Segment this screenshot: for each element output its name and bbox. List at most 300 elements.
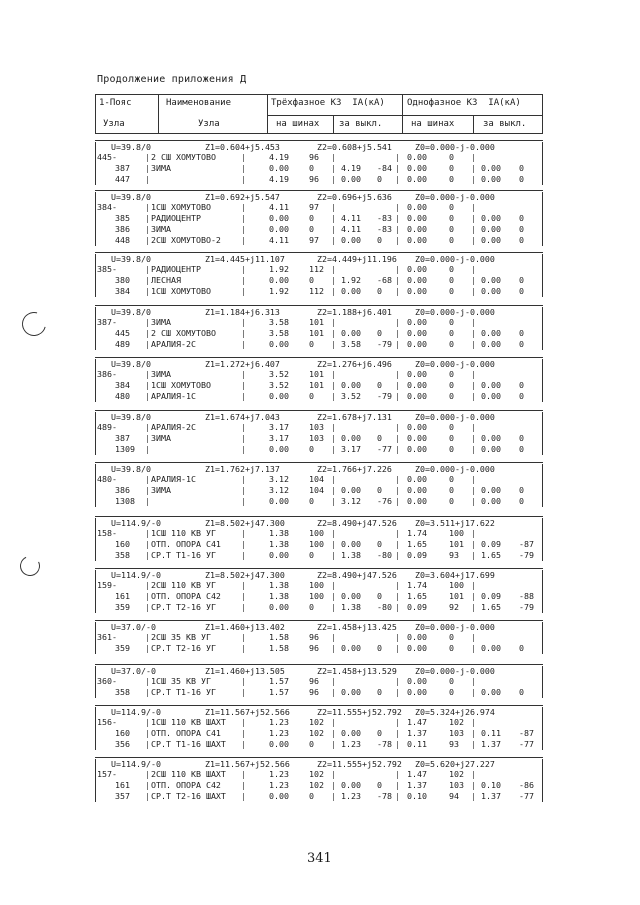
single-phase-current-buses: 0.00 xyxy=(407,444,427,454)
column-separator: | xyxy=(471,174,476,184)
column-separator: | xyxy=(241,474,246,484)
three-phase-angle-switch: 0 xyxy=(377,174,382,184)
three-phase-current-buses: 1.23 xyxy=(269,769,289,779)
table-row xyxy=(95,152,543,162)
three-phase-current-buses: 4.19 xyxy=(269,174,289,184)
block-parameters xyxy=(95,412,543,422)
three-phase-current-switch: 0.00 xyxy=(341,328,361,338)
single-phase-angle-switch: -79 xyxy=(519,550,534,560)
single-phase-angle-buses: 0 xyxy=(449,163,454,173)
table-row xyxy=(95,676,543,686)
single-phase-angle-switch: 0 xyxy=(519,687,524,697)
node-name: 2 СШ ХОМУТОВО xyxy=(151,328,216,338)
column-separator: | xyxy=(471,485,476,495)
column-separator: | xyxy=(471,235,476,245)
single-phase-current-buses: 0.00 xyxy=(407,474,427,484)
single-phase-angle-switch: -79 xyxy=(519,602,534,612)
single-phase-angle-buses: 100 xyxy=(449,580,464,590)
column-separator: | xyxy=(471,444,476,454)
block-top-rule xyxy=(95,140,543,141)
column-separator: | xyxy=(331,739,336,749)
node-number: 380 xyxy=(115,275,130,285)
z2-impedance: Z2=1.458+j13.425 xyxy=(317,622,397,632)
header-border-left xyxy=(95,94,96,134)
column-separator: | xyxy=(331,317,336,327)
three-phase-current-buses: 0.00 xyxy=(269,602,289,612)
three-phase-current-switch: 1.23 xyxy=(341,791,361,801)
three-phase-angle-buses: 0 xyxy=(309,444,314,454)
three-phase-current-switch: 0.00 xyxy=(341,174,361,184)
column-separator: | xyxy=(395,286,400,296)
node-number: 358 xyxy=(115,550,130,560)
header-divider-three-phase xyxy=(402,94,403,134)
column-separator: | xyxy=(331,602,336,612)
column-separator: | xyxy=(395,780,400,790)
single-phase-angle-switch: -77 xyxy=(519,791,534,801)
z2-impedance: Z2=1.188+j6.401 xyxy=(317,307,392,317)
z0-impedance: Z0=3.604+j17.699 xyxy=(415,570,495,580)
column-separator: | xyxy=(395,539,400,549)
single-phase-current-switch: 0.09 xyxy=(481,539,501,549)
node-number: 359 xyxy=(115,643,130,653)
single-phase-current-switch: 0.00 xyxy=(481,485,501,495)
column-separator: | xyxy=(241,275,246,285)
node-name: АРАЛИЯ-2С xyxy=(151,339,196,349)
block-parameters xyxy=(95,359,543,369)
column-separator: | xyxy=(331,485,336,495)
block-top-rule xyxy=(95,568,543,569)
three-phase-angle-switch: -80 xyxy=(377,550,392,560)
three-phase-current-buses: 3.52 xyxy=(269,380,289,390)
column-separator: | xyxy=(241,676,246,686)
single-phase-angle-buses: 102 xyxy=(449,717,464,727)
node-name: ЗИМА xyxy=(151,433,171,443)
header-three-switch-label: за выкл. xyxy=(339,119,383,129)
column-separator: | xyxy=(331,380,336,390)
single-phase-current-switch: 0.09 xyxy=(481,591,501,601)
single-phase-angle-switch: -88 xyxy=(519,591,534,601)
column-separator: | xyxy=(241,422,246,432)
voltage-value: U=114.9/-0 xyxy=(111,707,161,717)
single-phase-current-switch: 0.00 xyxy=(481,275,501,285)
three-phase-angle-buses: 102 xyxy=(309,728,324,738)
single-phase-current-switch: 0.00 xyxy=(481,328,501,338)
three-phase-angle-buses: 96 xyxy=(309,676,319,686)
node-number: 1309 xyxy=(115,444,135,454)
three-phase-angle-switch: 0 xyxy=(377,643,382,653)
header-sub-rule xyxy=(267,115,543,116)
block-parameters xyxy=(95,307,543,317)
node-name: АРАЛИЯ-1С xyxy=(151,474,196,484)
column-separator: | xyxy=(395,202,400,212)
column-separator: | xyxy=(241,286,246,296)
z2-impedance: Z2=4.449+j11.196 xyxy=(317,254,397,264)
single-phase-angle-buses: 0 xyxy=(449,687,454,697)
column-separator: | xyxy=(471,717,476,727)
node-name: ОТП. ОПОРА С42 xyxy=(151,780,221,790)
voltage-value: U=39.8/0 xyxy=(111,142,151,152)
three-phase-angle-switch: 0 xyxy=(377,328,382,338)
single-phase-angle-buses: 100 xyxy=(449,528,464,538)
column-separator: | xyxy=(331,580,336,590)
three-phase-angle-switch: -79 xyxy=(377,339,392,349)
column-separator: | xyxy=(395,591,400,601)
node-number: 358 xyxy=(115,687,130,697)
column-separator: | xyxy=(241,769,246,779)
header-divider-single-sub xyxy=(473,115,474,134)
column-separator: | xyxy=(331,202,336,212)
block-top-rule xyxy=(95,305,543,306)
fault-block xyxy=(95,664,543,698)
column-separator: | xyxy=(331,474,336,484)
column-separator: | xyxy=(241,163,246,173)
single-phase-angle-buses: 101 xyxy=(449,539,464,549)
header-single-phase-label: Однофазное КЗ IA(кА) xyxy=(407,98,521,108)
single-phase-current-switch: 0.00 xyxy=(481,163,501,173)
column-separator: | xyxy=(395,328,400,338)
z0-impedance: Z0=0.000-j-0.000 xyxy=(415,307,495,317)
node-name: СР.Т Т1-16 ШАХТ xyxy=(151,739,226,749)
block-top-rule xyxy=(95,410,543,411)
node-number: 161 xyxy=(115,591,130,601)
three-phase-current-buses: 0.00 xyxy=(269,213,289,223)
node-number: 160 xyxy=(115,539,130,549)
single-phase-current-buses: 1.37 xyxy=(407,780,427,790)
three-phase-angle-buses: 104 xyxy=(309,474,324,484)
block-parameters xyxy=(95,192,543,202)
three-phase-current-buses: 1.92 xyxy=(269,264,289,274)
three-phase-angle-buses: 101 xyxy=(309,317,324,327)
node-number: 159- xyxy=(97,580,117,590)
column-separator: | xyxy=(241,602,246,612)
column-separator: | xyxy=(241,202,246,212)
z1-impedance: Z1=1.460+j13.505 xyxy=(205,666,285,676)
single-phase-current-buses: 0.00 xyxy=(407,369,427,379)
single-phase-current-switch: 1.37 xyxy=(481,791,501,801)
three-phase-angle-switch: 0 xyxy=(377,780,382,790)
three-phase-current-buses: 1.57 xyxy=(269,687,289,697)
single-phase-angle-switch: 0 xyxy=(519,174,524,184)
single-phase-angle-buses: 101 xyxy=(449,591,464,601)
three-phase-angle-buses: 0 xyxy=(309,391,314,401)
three-phase-angle-switch: -80 xyxy=(377,602,392,612)
three-phase-angle-switch: 0 xyxy=(377,485,382,495)
single-phase-angle-buses: 0 xyxy=(449,433,454,443)
block-parameters xyxy=(95,666,543,676)
node-number: 386 xyxy=(115,224,130,234)
z2-impedance: Z2=0.696+j5.636 xyxy=(317,192,392,202)
column-separator: | xyxy=(395,687,400,697)
single-phase-angle-buses: 0 xyxy=(449,275,454,285)
table-row xyxy=(95,687,543,697)
three-phase-current-switch: 4.11 xyxy=(341,224,361,234)
three-phase-current-switch: 0.00 xyxy=(341,591,361,601)
column-separator: | xyxy=(331,676,336,686)
column-separator: | xyxy=(471,676,476,686)
single-phase-angle-buses: 0 xyxy=(449,339,454,349)
table-row xyxy=(95,780,543,790)
column-separator: | xyxy=(241,739,246,749)
single-phase-angle-buses: 103 xyxy=(449,728,464,738)
three-phase-angle-buses: 102 xyxy=(309,769,324,779)
column-separator: | xyxy=(331,539,336,549)
column-separator: | xyxy=(471,422,476,432)
single-phase-angle-buses: 0 xyxy=(449,676,454,686)
column-separator: | xyxy=(145,369,150,379)
single-phase-angle-buses: 0 xyxy=(449,485,454,495)
single-phase-angle-buses: 92 xyxy=(449,602,459,612)
column-separator: | xyxy=(331,780,336,790)
three-phase-current-switch: 3.58 xyxy=(341,339,361,349)
column-separator: | xyxy=(241,213,246,223)
three-phase-angle-buses: 0 xyxy=(309,602,314,612)
header-bottom-rule xyxy=(95,133,543,134)
table-row xyxy=(95,380,543,390)
node-number: 445 xyxy=(115,328,130,338)
three-phase-angle-switch: -77 xyxy=(377,444,392,454)
single-phase-current-buses: 0.00 xyxy=(407,496,427,506)
single-phase-current-buses: 0.00 xyxy=(407,391,427,401)
table-row xyxy=(95,791,543,801)
single-phase-angle-switch: 0 xyxy=(519,286,524,296)
single-phase-angle-switch: 0 xyxy=(519,391,524,401)
column-separator: | xyxy=(395,224,400,234)
three-phase-angle-switch: -84 xyxy=(377,163,392,173)
z2-impedance: Z2=11.555+j52.792 xyxy=(317,707,402,717)
single-phase-angle-buses: 94 xyxy=(449,791,459,801)
column-separator: | xyxy=(145,717,150,727)
single-phase-current-buses: 0.00 xyxy=(407,339,427,349)
table-row xyxy=(95,528,543,538)
three-phase-current-buses: 0.00 xyxy=(269,791,289,801)
table-row xyxy=(95,163,543,173)
voltage-value: U=114.9/-0 xyxy=(111,518,161,528)
table-row xyxy=(95,433,543,443)
block-top-rule xyxy=(95,757,543,758)
node-number: 448 xyxy=(115,235,130,245)
column-separator: | xyxy=(471,602,476,612)
z1-impedance: Z1=11.567+j52.566 xyxy=(205,759,290,769)
column-separator: | xyxy=(145,235,150,245)
column-separator: | xyxy=(241,391,246,401)
fault-block xyxy=(95,410,543,455)
column-separator: | xyxy=(241,433,246,443)
three-phase-current-buses: 1.23 xyxy=(269,717,289,727)
column-separator: | xyxy=(241,224,246,234)
three-phase-angle-buses: 96 xyxy=(309,687,319,697)
single-phase-current-buses: 1.47 xyxy=(407,769,427,779)
fault-block xyxy=(95,516,543,561)
column-separator: | xyxy=(331,391,336,401)
z1-impedance: Z1=8.502+j47.300 xyxy=(205,518,285,528)
three-phase-current-switch: 0.00 xyxy=(341,687,361,697)
table-row xyxy=(95,286,543,296)
column-separator: | xyxy=(145,474,150,484)
fault-block xyxy=(95,357,543,402)
three-phase-angle-buses: 100 xyxy=(309,591,324,601)
table-row xyxy=(95,264,543,274)
three-phase-current-switch: 3.17 xyxy=(341,444,361,454)
column-separator: | xyxy=(331,791,336,801)
fault-block xyxy=(95,705,543,750)
column-separator: | xyxy=(241,174,246,184)
three-phase-current-buses: 0.00 xyxy=(269,163,289,173)
column-separator: | xyxy=(331,591,336,601)
column-separator: | xyxy=(145,739,150,749)
z0-impedance: Z0=0.000-j-0.000 xyxy=(415,359,495,369)
column-separator: | xyxy=(145,174,150,184)
column-separator: | xyxy=(395,391,400,401)
three-phase-current-buses: 3.58 xyxy=(269,328,289,338)
three-phase-angle-buses: 100 xyxy=(309,539,324,549)
three-phase-current-buses: 1.58 xyxy=(269,643,289,653)
z0-impedance: Z0=0.000-j-0.000 xyxy=(415,622,495,632)
z0-impedance: Z0=0.000-j-0.000 xyxy=(415,254,495,264)
table-row xyxy=(95,591,543,601)
header-divider-node xyxy=(158,94,159,134)
single-phase-current-switch: 0.10 xyxy=(481,780,501,790)
node-name: 2СШ 110 КВ ШАХТ xyxy=(151,769,226,779)
three-phase-current-buses: 4.11 xyxy=(269,202,289,212)
table-row xyxy=(95,275,543,285)
block-top-rule xyxy=(95,664,543,665)
header-node-sub-label: Узла xyxy=(103,119,125,129)
single-phase-angle-buses: 0 xyxy=(449,174,454,184)
column-separator: | xyxy=(241,539,246,549)
three-phase-angle-switch: -79 xyxy=(377,391,392,401)
column-separator: | xyxy=(145,163,150,173)
single-phase-angle-buses: 0 xyxy=(449,224,454,234)
three-phase-angle-switch: -83 xyxy=(377,213,392,223)
column-separator: | xyxy=(395,739,400,749)
column-separator: | xyxy=(145,264,150,274)
three-phase-current-buses: 4.11 xyxy=(269,235,289,245)
column-separator: | xyxy=(145,580,150,590)
node-number: 447 xyxy=(115,174,130,184)
three-phase-angle-switch: -68 xyxy=(377,275,392,285)
fault-block xyxy=(95,620,543,654)
node-name: 1СШ 110 КВ УГ xyxy=(151,528,216,538)
node-number: 489- xyxy=(97,422,117,432)
column-separator: | xyxy=(331,235,336,245)
column-separator: | xyxy=(241,780,246,790)
three-phase-current-switch: 3.52 xyxy=(341,391,361,401)
node-number: 161 xyxy=(115,780,130,790)
column-separator: | xyxy=(395,717,400,727)
block-top-rule xyxy=(95,252,543,253)
node-name: ОТП. ОПОРА С41 xyxy=(151,539,221,549)
single-phase-current-buses: 0.00 xyxy=(407,328,427,338)
single-phase-current-buses: 1.65 xyxy=(407,539,427,549)
column-separator: | xyxy=(331,369,336,379)
column-separator: | xyxy=(395,422,400,432)
single-phase-angle-switch: 0 xyxy=(519,339,524,349)
single-phase-current-switch: 0.00 xyxy=(481,380,501,390)
table-row xyxy=(95,580,543,590)
single-phase-angle-buses: 0 xyxy=(449,643,454,653)
single-phase-current-buses: 1.65 xyxy=(407,591,427,601)
single-phase-angle-switch: 0 xyxy=(519,163,524,173)
node-number: 384 xyxy=(115,286,130,296)
single-phase-current-buses: 0.11 xyxy=(407,739,427,749)
three-phase-angle-switch: -76 xyxy=(377,496,392,506)
column-separator: | xyxy=(145,780,150,790)
table-row xyxy=(95,202,543,212)
node-number: 386 xyxy=(115,485,130,495)
column-separator: | xyxy=(331,717,336,727)
three-phase-current-buses: 3.12 xyxy=(269,474,289,484)
column-separator: | xyxy=(395,369,400,379)
three-phase-current-buses: 0.00 xyxy=(269,739,289,749)
single-phase-current-switch: 0.00 xyxy=(481,339,501,349)
column-separator: | xyxy=(241,339,246,349)
three-phase-angle-buses: 0 xyxy=(309,339,314,349)
column-separator: | xyxy=(145,591,150,601)
three-phase-angle-buses: 0 xyxy=(309,275,314,285)
table-row xyxy=(95,339,543,349)
column-separator: | xyxy=(145,676,150,686)
single-phase-angle-switch: 0 xyxy=(519,643,524,653)
three-phase-angle-buses: 97 xyxy=(309,235,319,245)
single-phase-angle-switch: 0 xyxy=(519,444,524,454)
table-header xyxy=(95,94,543,134)
single-phase-current-buses: 0.00 xyxy=(407,224,427,234)
node-name: РАДИОЦЕНТР xyxy=(151,264,201,274)
three-phase-angle-buses: 102 xyxy=(309,717,324,727)
single-phase-angle-buses: 0 xyxy=(449,202,454,212)
block-top-rule xyxy=(95,462,543,463)
node-number: 157- xyxy=(97,769,117,779)
three-phase-current-buses: 1.38 xyxy=(269,580,289,590)
voltage-value: U=39.8/0 xyxy=(111,192,151,202)
three-phase-current-buses: 3.58 xyxy=(269,317,289,327)
z1-impedance: Z1=8.502+j47.300 xyxy=(205,570,285,580)
three-phase-current-switch: 0.00 xyxy=(341,539,361,549)
single-phase-current-buses: 0.10 xyxy=(407,791,427,801)
z1-impedance: Z1=1.184+j6.313 xyxy=(205,307,280,317)
three-phase-current-switch: 1.38 xyxy=(341,550,361,560)
single-phase-current-buses: 0.00 xyxy=(407,687,427,697)
z2-impedance: Z2=1.678+j7.131 xyxy=(317,412,392,422)
column-separator: | xyxy=(471,339,476,349)
single-phase-current-buses: 0.09 xyxy=(407,550,427,560)
node-name: 1СШ ХОМУТОВО xyxy=(151,202,211,212)
voltage-value: U=37.0/-0 xyxy=(111,622,156,632)
table-row xyxy=(95,213,543,223)
fault-block xyxy=(95,190,543,246)
three-phase-angle-buses: 101 xyxy=(309,328,324,338)
node-name: СР.Т Т1-16 УГ xyxy=(151,550,216,560)
node-number: 156- xyxy=(97,717,117,727)
node-number: 384 xyxy=(115,380,130,390)
column-separator: | xyxy=(471,791,476,801)
column-separator: | xyxy=(145,328,150,338)
single-phase-angle-buses: 0 xyxy=(449,391,454,401)
three-phase-current-buses: 0.00 xyxy=(269,275,289,285)
column-separator: | xyxy=(145,317,150,327)
column-separator: | xyxy=(145,539,150,549)
block-parameters xyxy=(95,570,543,580)
column-separator: | xyxy=(241,328,246,338)
column-separator: | xyxy=(241,717,246,727)
node-number: 385 xyxy=(115,213,130,223)
block-parameters xyxy=(95,142,543,152)
three-phase-angle-buses: 96 xyxy=(309,632,319,642)
table-row xyxy=(95,643,543,653)
three-phase-current-buses: 3.12 xyxy=(269,485,289,495)
three-phase-angle-buses: 96 xyxy=(309,152,319,162)
column-separator: | xyxy=(331,433,336,443)
